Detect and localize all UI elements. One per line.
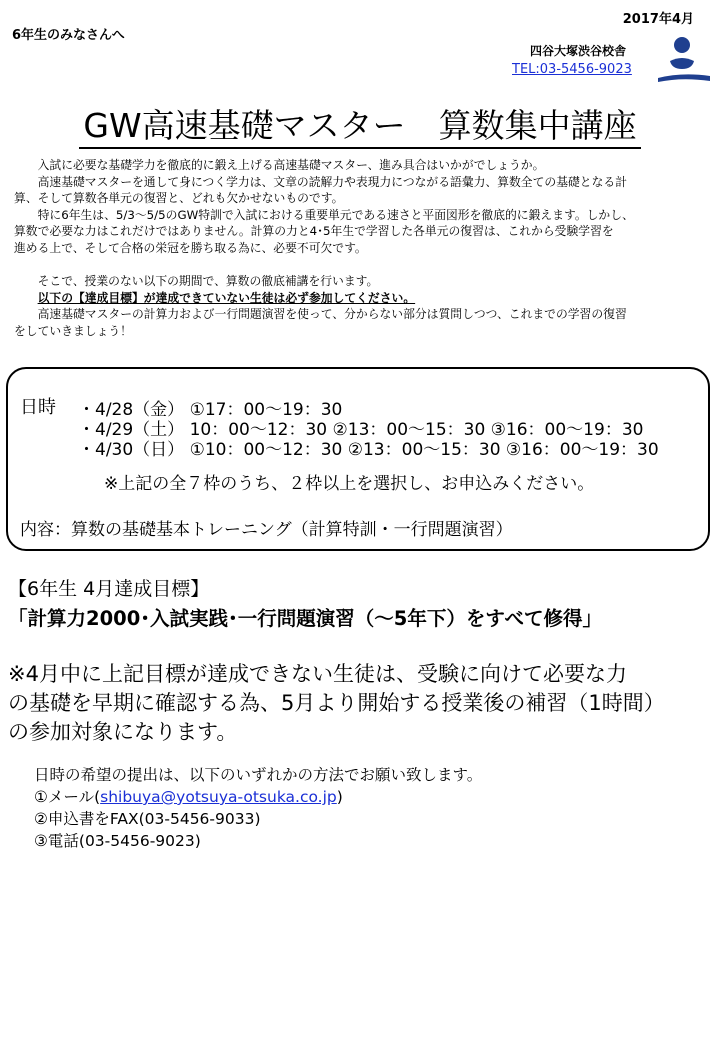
intro-emphasis: 以下の【達成目標】が達成できていない生徒は必ず参加してください。 [37,290,416,305]
intro-line: 算、そして算数各単元の復習と、どれも欠かせないものです。 [14,191,344,206]
intro-line: 特に6年生は、5/3～5/5のGW特訓で入試における重要単元である速さと平面図形を徹底的に鍛えます。しかし、 [37,207,634,222]
method-phone: ③電話(03-5456-9023) [34,832,201,850]
goal-text: 「計算力2000･入試実践･一行問題演習（～5年下）をすべて修得」 [8,607,602,630]
school-name: 四谷大塚渋谷校舎 [530,44,627,58]
page-title-text: GW高速基礎マスター 算数集中講座 [79,106,640,149]
intro-line: 入試に必要な基礎学力を徹底的に鍛え上げる高速基礎マスター、進み具合はいかがでしょうか。 [37,158,545,172]
warning-line: ※4月中に上記目標が達成できない生徒は、受験に向けて必要な力 [8,662,627,686]
course-content: 内容：算数の基礎基本トレーニング（計算特訓・一行問題演習） [20,520,513,540]
intro-line: 進める上で、そして合格の栄冠を勝ち取る為に、必要不可欠です。 [14,240,367,255]
schedule-row: ・4/30（日） ①10：00～12：30 ②13：00～15：30 ③16：00～19：30 [78,440,659,460]
warning-text [8,660,714,747]
issue-date: 2017年4月 [622,12,694,27]
intro-line: 高速基礎マスターを通して身につく学力は、文章の読解力や表現力につながる語彙力、算数全ての基礎となる計 [37,174,627,189]
schedule-row: ・4/29（土） 10：00～12：30 ②13：00～15：30 ③16：00～19：30 [78,420,644,440]
schedule-row: ・4/28（金） ①17：00～19：30 [78,400,343,420]
intro-line: 算数で必要な力はこれだけではありません。計算の力と4･5年生で学習した各単元の復習は、これから受験学習を [14,224,614,239]
warning-line: の参加対象になります。 [8,720,238,744]
schedule-box [6,367,710,551]
method-email: ①メール(shibuya@yotsuya-otsuka.co.jp) [34,788,343,806]
method-fax: ②申込書をFAX(03-5456-9033) [34,810,261,828]
intro-text [14,157,704,340]
goal-heading: 【6年生 4月達成目標】 [8,578,210,600]
audience-label: 6年生のみなさんへ [12,28,125,43]
schedule-label: 日時 [20,397,56,418]
intro-line: をしていきましょう！ [14,323,132,338]
page-title [0,100,720,147]
email-link[interactable]: shibuya@yotsuya-otsuka.co.jp [100,788,337,806]
schedule-note: ※上記の全７枠のうち、２枠以上を選択し、お申込みください。 [104,474,595,494]
warning-line: の基礎を早期に確認する為、5月より開始する授業後の補習（1時間） [8,691,665,715]
school-phone-link[interactable]: TEL:03-5456-9023 [512,62,632,77]
application-methods [34,764,482,852]
intro-line: そこで、授業のない以下の期間で、算数の徹底補講を行います。 [37,274,379,289]
intro-line: 高速基礎マスターの計算力および一行問題演習を使って、分からない部分は質問しつつ、これまでの学習の復習 [37,307,627,322]
methods-intro: 日時の希望の提出は、以下のいずれかの方法でお願い致します。 [34,766,483,784]
yotsuya-otsuka-logo-icon [656,34,712,82]
